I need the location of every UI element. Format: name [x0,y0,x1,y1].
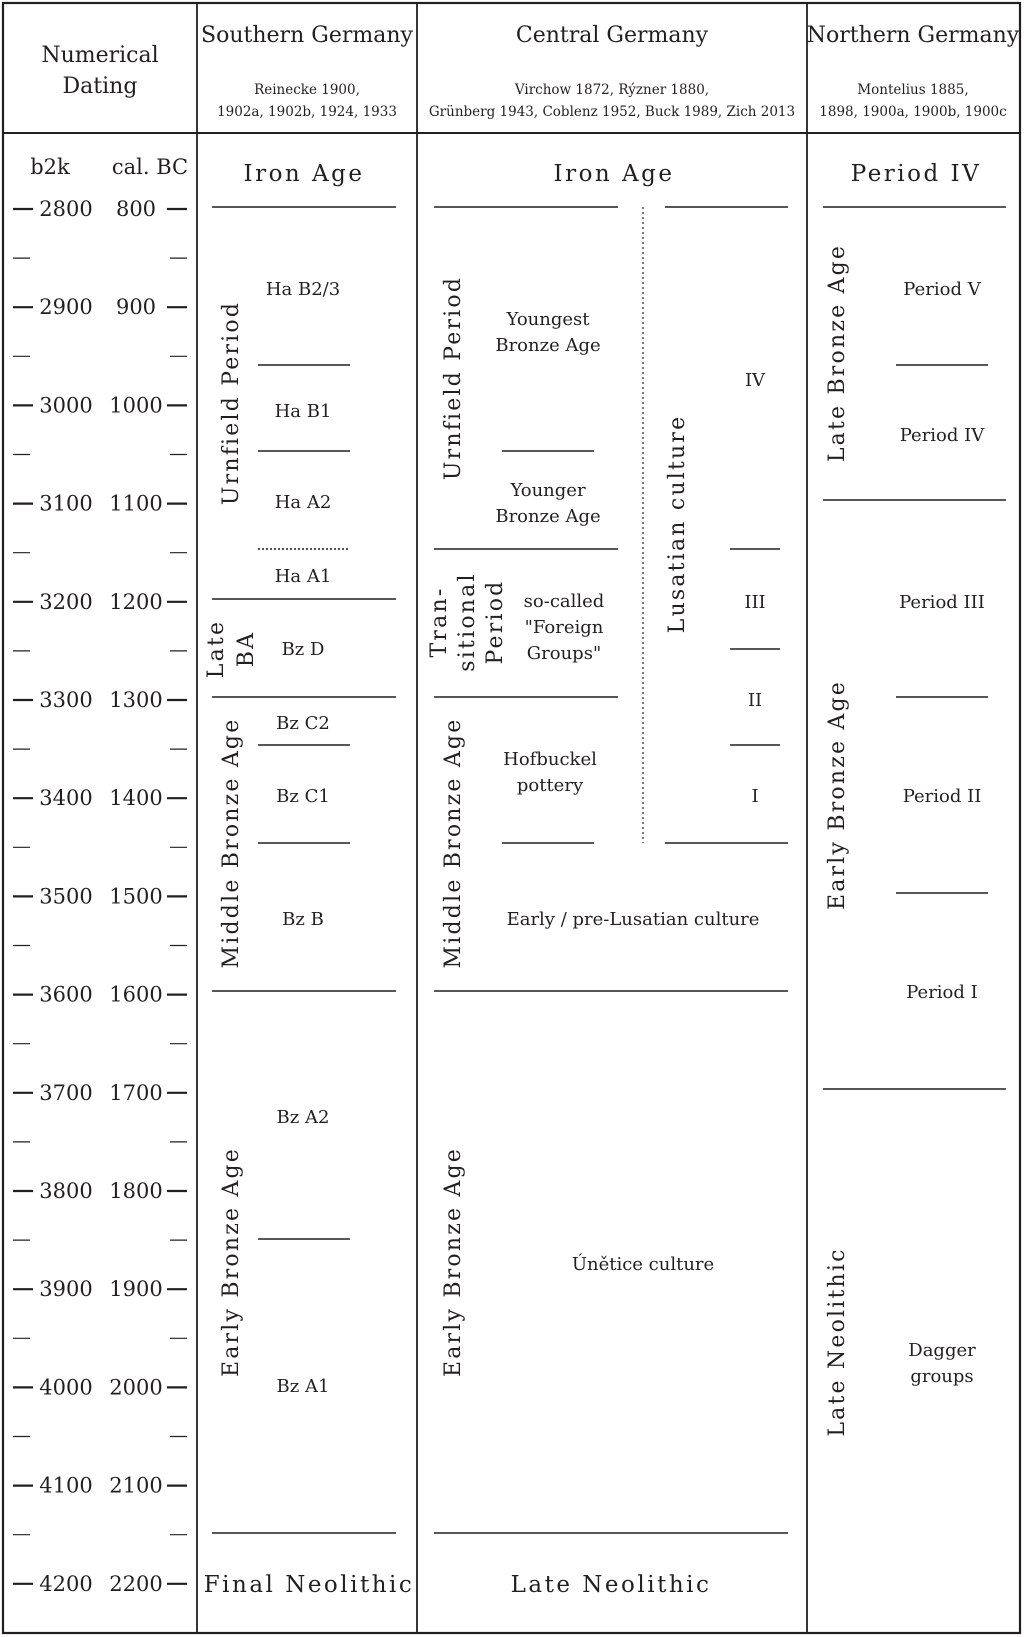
cal-bc-tick-label: 1800 [109,1179,163,1203]
southern-title: Southern Germany [201,23,413,48]
b2k-tick-label: 2900 [39,295,93,320]
central-foreign-line-2: "Foreign [524,617,604,638]
south-phase-bz-d: Bz D [281,639,325,660]
south-phase-bz-c2: Bz C2 [276,713,330,734]
south-late-ba-line-1: Late [204,619,229,679]
b2k-tick-label: 3700 [39,1080,93,1105]
b2k-tick-label: 3000 [39,393,93,418]
north-late-neolithic: Late Neolithic [825,1247,850,1437]
northern-refs-line-1: Montelius 1885, [857,82,969,98]
central-pre-lusatian: Early / pre-Lusatian culture [506,909,760,930]
south-iron-age: Iron Age [243,161,365,187]
b2k-label: b2k [30,155,70,179]
b2k-tick-label: 3300 [39,688,93,712]
b2k-tick-label: 4200 [39,1571,93,1596]
cal-bc-tick-label: 1400 [109,786,163,811]
b2k-tick-label: 3400 [39,786,93,811]
cal-bc-tick-label: 2100 [109,1473,163,1498]
b2k-tick-label: 3600 [39,982,93,1007]
b2k-tick-label: 3500 [39,884,93,909]
central-unetice-culture: Únětice culture [571,1254,715,1275]
south-late-ba-line-2: BA [234,630,259,668]
b2k-tick-label: 3100 [39,491,93,516]
cal-bc-tick-label: 1500 [109,884,163,909]
b2k-tick-label: 3900 [39,1277,93,1302]
cal-bc-tick-label: 900 [115,295,157,320]
cal-bc-tick-label: 1900 [109,1277,163,1302]
south-phase-ha-b1: Ha B1 [274,401,332,422]
northern-title: Northern Germany [806,23,1020,48]
north-period-i: Period I [906,982,978,1003]
south-phase-bz-a1: Bz A1 [276,1376,330,1397]
south-phase-ha-a2: Ha A2 [274,492,332,513]
central-column [427,161,788,1598]
cal-bc-tick-label: 1100 [109,491,163,516]
south-phase-ha-a1: Ha A1 [274,566,332,587]
south-phase-bz-c1: Bz C1 [276,786,330,807]
north-early-bronze-age: Early Bronze Age [825,679,850,911]
north-dagger-line-2: groups [910,1366,974,1387]
cal-bc-tick-label: 2000 [109,1375,163,1400]
central-refs-line-2: Grünberg 1943, Coblenz 1952, Buck 1989, Zich 2013 [428,104,796,120]
southern-column [204,161,415,1598]
central-transitional-line-3: Period [483,579,508,665]
central-youngest-line-2: Bronze Age [495,335,601,356]
north-dagger-line-1: Dagger [908,1340,976,1361]
central-refs-line-1: Virchow 1872, Rýzner 1880, [514,82,710,98]
south-phase-ha-b23: Ha B2/3 [265,279,341,300]
b2k-tick-label: 4000 [39,1375,93,1400]
b2k-tick-label: 3800 [39,1179,93,1203]
numerical-dating-line-2: Dating [62,74,138,99]
lusatian-phase-ii: II [747,690,763,711]
b2k-tick-label: 2800 [39,197,93,221]
southern-refs-line-2: 1902a, 1902b, 1924, 1933 [217,104,397,120]
cal-bc-label: cal. BC [111,155,189,179]
south-phase-bz-b: Bz B [282,909,324,930]
cal-bc-tick-label: 1700 [109,1080,163,1105]
central-younger-line-2: Bronze Age [495,506,601,527]
cal-bc-tick-label: 800 [115,197,157,221]
central-transitional-line-2: sitional [455,572,480,672]
north-period-v: Period V [903,279,981,300]
central-early-bronze-age: Early Bronze Age [441,1146,466,1378]
north-period-iv: Period IV [899,425,985,446]
central-hofbuckel-line-2: pottery [516,775,584,796]
lusatian-phase-iv: IV [744,370,766,391]
north-period-iv-top: Period IV [850,161,982,187]
central-middle-bronze-age: Middle Bronze Age [441,717,466,969]
central-younger-line-1: Younger [510,480,586,501]
b2k-tick-label: 3200 [39,589,93,614]
cal-bc-tick-label: 1300 [109,688,163,712]
central-foreign-line-1: so-called [523,591,605,612]
south-phase-bz-a2: Bz A2 [276,1107,330,1128]
central-lusatian-culture: Lusatian culture [665,414,690,634]
lusatian-phase-iii: III [744,592,766,613]
central-late-neolithic: Late Neolithic [510,1572,712,1598]
south-middle-bronze-age: Middle Bronze Age [219,717,244,969]
north-period-ii: Period II [902,786,982,807]
numerical-dating-axis [13,155,188,1596]
cal-bc-tick-label: 2200 [109,1571,163,1596]
central-youngest-line-1: Youngest [506,309,590,330]
south-final-neolithic: Final Neolithic [203,1572,415,1598]
northern-refs-line-2: 1898, 1900a, 1900b, 1900c [819,104,1007,120]
south-urnfield-period: Urnfield Period [219,300,244,506]
northern-column [823,161,1006,1437]
southern-refs-line-1: Reinecke 1900, [254,82,360,98]
central-hofbuckel-line-1: Hofbuckel [503,749,597,770]
central-title: Central Germany [515,23,709,48]
cal-bc-tick-label: 1600 [109,982,163,1007]
south-early-bronze-age: Early Bronze Age [219,1146,244,1378]
north-late-bronze-age: Late Bronze Age [825,243,850,463]
central-urnfield-period: Urnfield Period [441,275,466,481]
b2k-tick-label: 4100 [39,1473,93,1498]
cal-bc-tick-label: 1000 [109,393,163,418]
header-row [41,23,1019,120]
lusatian-phase-i: I [751,786,759,807]
central-transitional-line-1: Tran- [427,586,452,658]
north-period-iii: Period III [899,592,985,613]
central-iron-age: Iron Age [553,161,675,187]
central-foreign-line-3: Groups" [526,643,602,664]
numerical-dating-line-1: Numerical [41,43,159,68]
cal-bc-tick-label: 1200 [109,589,163,614]
